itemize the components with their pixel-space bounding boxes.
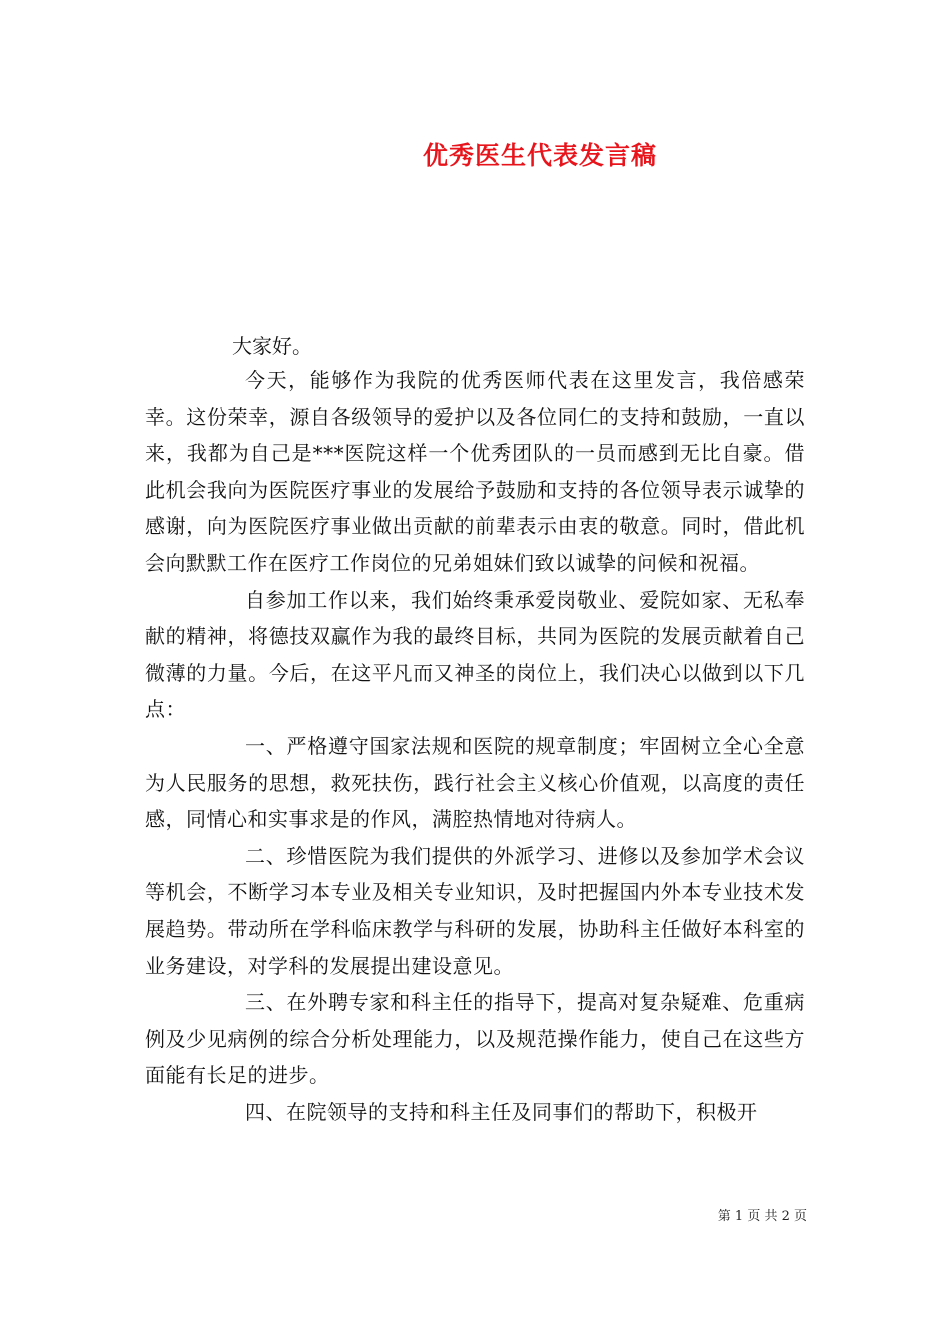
paragraph-intro: 今天，能够作为我院的优秀医师代表在这里发言，我倍感荣幸。这份荣幸，源自各级领导的爱护以及各位同仁的支持和鼓励，一直以来，我都为自己是***医院这样一个优秀团队的一员而感到无比自豪。借此机会我向为医院医疗事业的发展给予鼓励和支持的各位领导表示诚挚的感谢，向为医院医疗事业做出贡献的前辈表示由衷的敬意。同时，借此机会向默默工作在医疗工作岗位的兄弟姐妹们致以诚挚的问候和祝福。 bbox=[145, 368, 805, 575]
paragraph-commitment: 自参加工作以来，我们始终秉承爱岗敬业、爱院如家、无私奉献的精神，将德技双赢作为我的最终目标，共同为医院的发展贡献着自己微薄的力量。今后，在这平凡而又神圣的岗位上，我们决心以做到以下几点： bbox=[145, 587, 805, 722]
greeting-line: 大家好。 bbox=[232, 334, 312, 358]
body-text bbox=[145, 362, 805, 1130]
page-number-footer: 第 1 页 共 2 页 bbox=[717, 1209, 807, 1224]
paragraph-point-two: 二、珍惜医院为我们提供的外派学习、进修以及参加学术会议等机会，不断学习本专业及相关专业知识，及时把握国内外本专业技术发展趋势。带动所在学科临床教学与科研的发展，协助科主任做好本科室的业务建设，对学科的发展提出建设意见。 bbox=[145, 843, 805, 978]
paragraph-point-one: 一、严格遵守国家法规和医院的规章制度；牢固树立全心全意为人民服务的思想，救死扶伤，践行社会主义核心价值观，以高度的责任感，同情心和实事求是的作风，满腔热情地对待病人。 bbox=[145, 733, 805, 832]
paragraph-point-four: 四、在院领导的支持和科主任及同事们的帮助下，积极开 bbox=[245, 1099, 758, 1124]
paragraph-point-three: 三、在外聘专家和科主任的指导下，提高对复杂疑难、危重病例及少见病例的综合分析处理能力，以及规范操作能力，使自己在这些方面能有长足的进步。 bbox=[145, 990, 805, 1088]
document-title: 优秀医生代表发言稿 bbox=[422, 141, 657, 170]
